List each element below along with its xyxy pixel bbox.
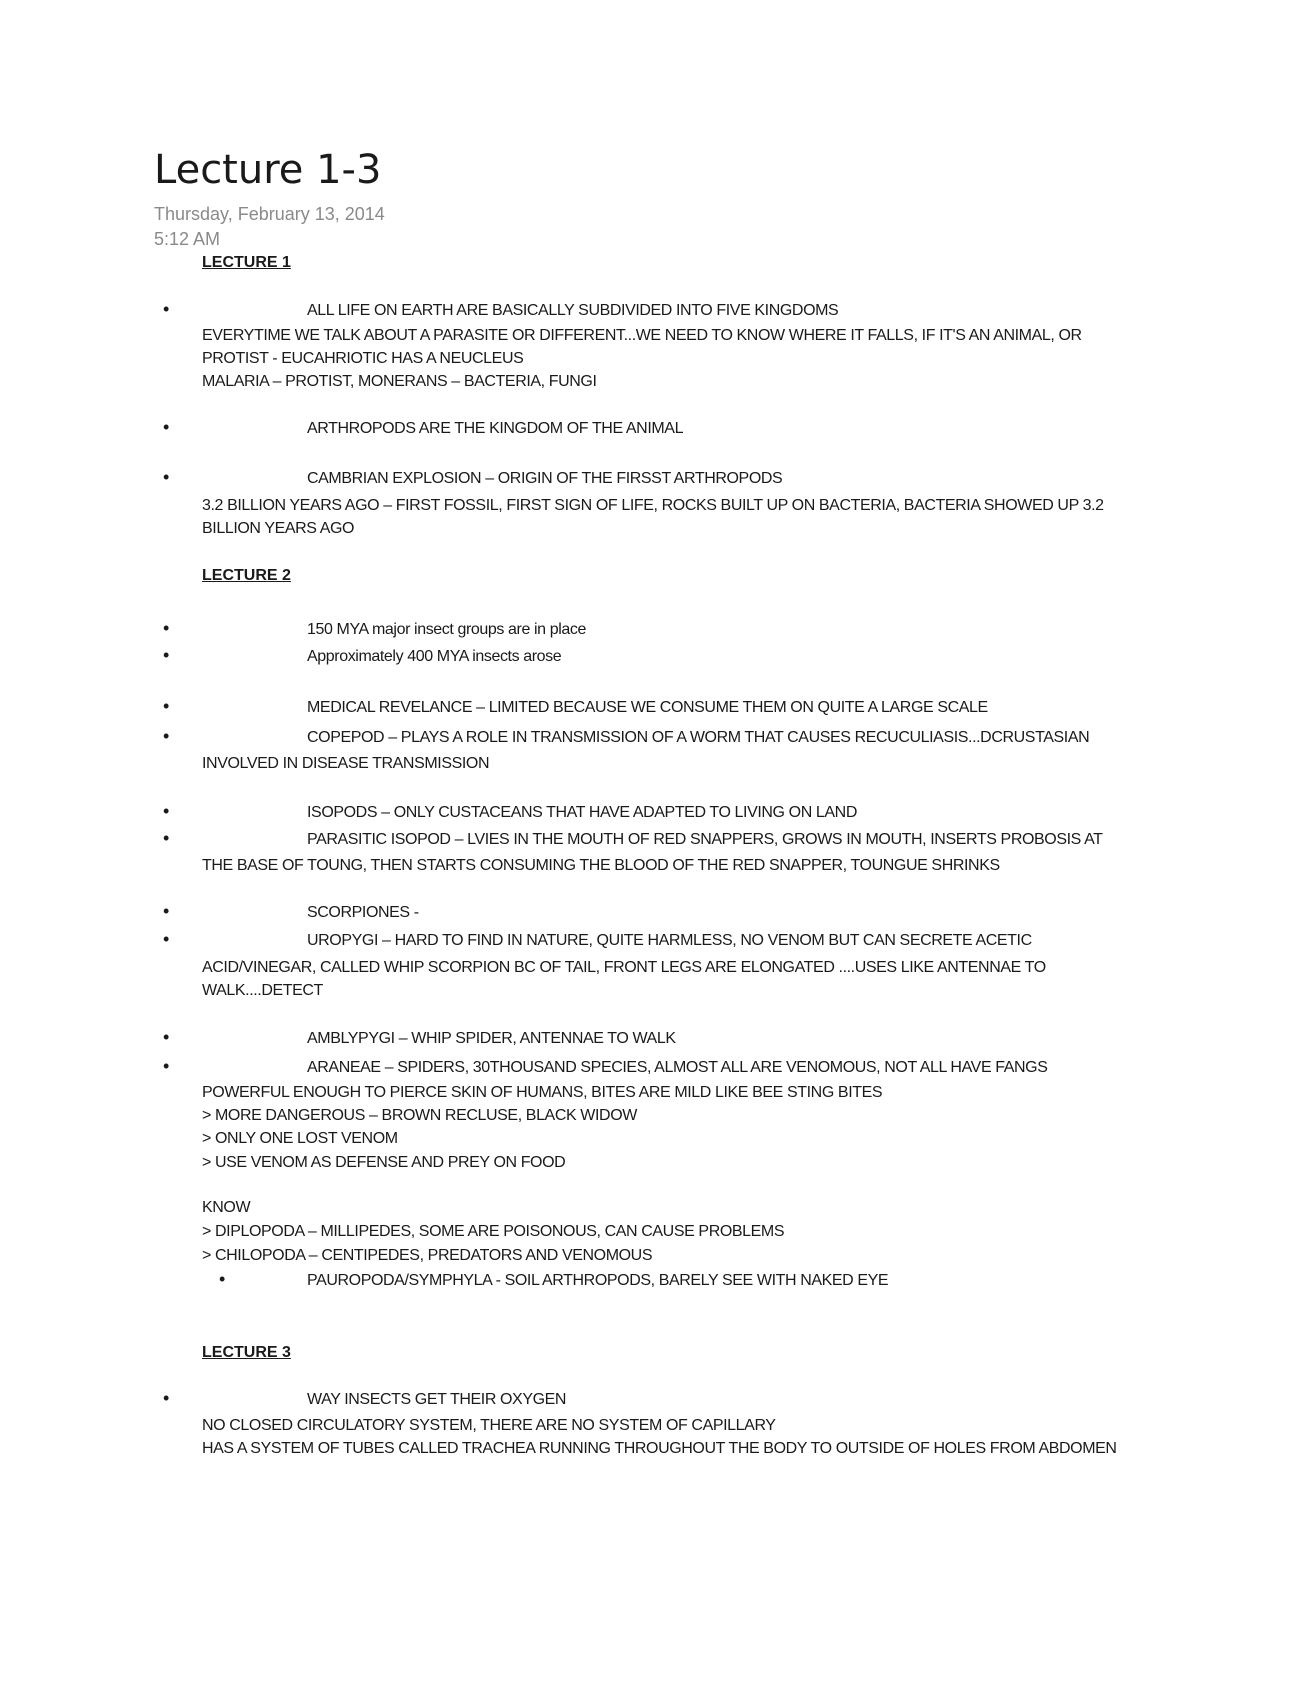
bullet-icon: • bbox=[163, 726, 170, 746]
lecture-1-heading: LECTURE 1 bbox=[202, 254, 291, 271]
lecture-2-line: > DIPLOPODA – MILLIPEDES, SOME ARE POISONOUS, CAN CAUSE PROBLEMS bbox=[202, 1223, 785, 1240]
bullet-icon: • bbox=[163, 467, 170, 487]
bullet-icon: • bbox=[163, 417, 170, 437]
lecture-1-line: PROTIST - EUCAHRIOTIC HAS A NEUCLEUS bbox=[202, 350, 524, 367]
note-time: 5:12 AM bbox=[154, 229, 221, 249]
lecture-2-line: > USE VENOM AS DEFENSE AND PREY ON FOOD bbox=[202, 1154, 566, 1171]
note-date: Thursday, February 13, 2014 bbox=[154, 204, 385, 224]
lecture-2-line: ACID/VINEGAR, CALLED WHIP SCORPION BC OF TAIL, FRONT LEGS ARE ELONGATED ....USES LIKE ANTENNAE TO bbox=[202, 959, 1046, 976]
lecture-2-bullet-text: COPEPOD – PLAYS A ROLE IN TRANSMISSION OF A WORM THAT CAUSES RECUCULIASIS...DCRUSTASIAN bbox=[307, 729, 1090, 746]
lecture-1-bullet-text: ALL LIFE ON EARTH ARE BASICALLY SUBDIVIDED INTO FIVE KINGDOMS bbox=[307, 302, 839, 319]
bullet-icon: • bbox=[163, 1027, 170, 1047]
lecture-2-line: WALK....DETECT bbox=[202, 982, 323, 999]
lecture-2-line: INVOLVED IN DISEASE TRANSMISSION bbox=[202, 755, 490, 772]
lecture-2-line: > CHILOPODA – CENTIPEDES, PREDATORS AND VENOMOUS bbox=[202, 1247, 653, 1264]
lecture-2-bullet-text: ISOPODS – ONLY CUSTACEANS THAT HAVE ADAPTED TO LIVING ON LAND bbox=[307, 804, 857, 821]
page-title: Lecture 1-3 bbox=[154, 147, 382, 193]
lecture-2-bullet-text: PAUROPODA/SYMPHYLA - SOIL ARTHROPODS, BARELY SEE WITH NAKED EYE bbox=[307, 1272, 889, 1289]
lecture-2-bullet-text: ARANEAE – SPIDERS, 30THOUSAND SPECIES, ALMOST ALL ARE VENOMOUS, NOT ALL HAVE FANGS bbox=[307, 1059, 1048, 1076]
lecture-2-bullet-text: PARASITIC ISOPOD – LVIES IN THE MOUTH OF RED SNAPPERS, GROWS IN MOUTH, INSERTS PROBOSIS AT bbox=[307, 831, 1103, 848]
bullet-icon: • bbox=[163, 1388, 170, 1408]
bullet-icon: • bbox=[163, 618, 170, 638]
lecture-2-line: THE BASE OF TOUNG, THEN STARTS CONSUMING THE BLOOD OF THE RED SNAPPER, TOUNGUE SHRINKS bbox=[202, 857, 1000, 874]
lecture-1-bullet-text: CAMBRIAN EXPLOSION – ORIGIN OF THE FIRSST ARTHROPODS bbox=[307, 470, 783, 487]
lecture-1-line: 3.2 BILLION YEARS AGO – FIRST FOSSIL, FIRST SIGN OF LIFE, ROCKS BUILT UP ON BACTERIA, BACTERIA SHOWED UP 3.2 bbox=[202, 497, 1104, 514]
lecture-2-bullet-text: SCORPIONES - bbox=[307, 904, 419, 921]
lecture-2-bullet-text: 150 MYA major insect groups are in place bbox=[307, 621, 586, 638]
bullet-icon: • bbox=[163, 828, 170, 848]
lecture-3-line: HAS A SYSTEM OF TUBES CALLED TRACHEA RUNNING THROUGHOUT THE BODY TO OUTSIDE OF HOLES FROM ABDOMEN bbox=[202, 1440, 1117, 1457]
lecture-2-bullet-text: MEDICAL REVELANCE – LIMITED BECAUSE WE CONSUME THEM ON QUITE A LARGE SCALE bbox=[307, 699, 988, 716]
bullet-icon: • bbox=[163, 929, 170, 949]
lecture-2-bullet-text: UROPYGI – HARD TO FIND IN NATURE, QUITE HARMLESS, NO VENOM BUT CAN SECRETE ACETIC bbox=[307, 932, 1032, 949]
lecture-3-heading: LECTURE 3 bbox=[202, 1344, 291, 1361]
lecture-1-line: BILLION YEARS AGO bbox=[202, 520, 355, 537]
lecture-2-line: POWERFUL ENOUGH TO PIERCE SKIN OF HUMANS, BITES ARE MILD LIKE BEE STING BITES bbox=[202, 1084, 883, 1101]
lecture-2-bullet-text: AMBLYPYGI – WHIP SPIDER, ANTENNAE TO WALK bbox=[307, 1030, 676, 1047]
bullet-icon: • bbox=[163, 801, 170, 821]
know-label: KNOW bbox=[202, 1199, 251, 1216]
bullet-icon: • bbox=[163, 299, 170, 319]
lecture-3-bullet-text: WAY INSECTS GET THEIR OXYGEN bbox=[307, 1391, 567, 1408]
lecture-3-line: NO CLOSED CIRCULATORY SYSTEM, THERE ARE NO SYSTEM OF CAPILLARY bbox=[202, 1417, 776, 1434]
lecture-1-line: MALARIA – PROTIST, MONERANS – BACTERIA, FUNGI bbox=[202, 373, 597, 390]
lecture-2-heading: LECTURE 2 bbox=[202, 567, 291, 584]
bullet-icon: • bbox=[219, 1269, 226, 1289]
lecture-1-bullet-text: ARTHROPODS ARE THE KINGDOM OF THE ANIMAL bbox=[307, 420, 684, 437]
bullet-icon: • bbox=[163, 645, 170, 665]
lecture-2-line: > MORE DANGEROUS – BROWN RECLUSE, BLACK WIDOW bbox=[202, 1107, 637, 1124]
lecture-2-line: > ONLY ONE LOST VENOM bbox=[202, 1130, 398, 1147]
bullet-icon: • bbox=[163, 901, 170, 921]
bullet-icon: • bbox=[163, 696, 170, 716]
bullet-icon: • bbox=[163, 1056, 170, 1076]
lecture-1-line: EVERYTIME WE TALK ABOUT A PARASITE OR DIFFERENT...WE NEED TO KNOW WHERE IT FALLS, IF IT'S AN ANIMAL, OR bbox=[202, 327, 1082, 344]
lecture-2-bullet-text: Approximately 400 MYA insects arose bbox=[307, 648, 562, 665]
